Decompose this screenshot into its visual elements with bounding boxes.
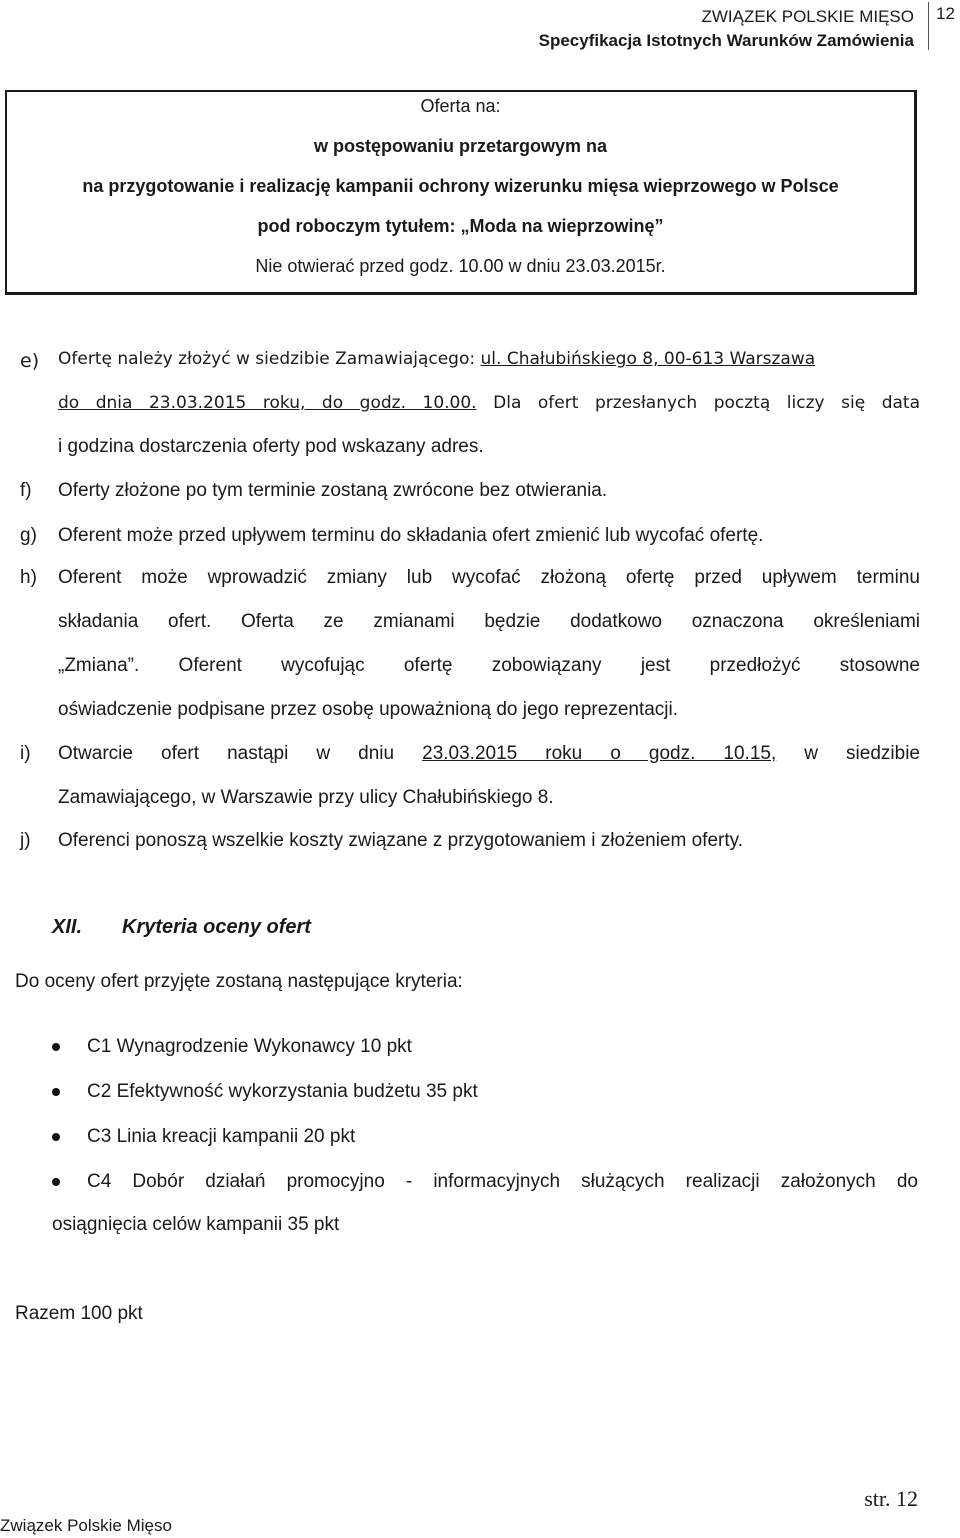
item-e-line-2 <box>58 393 920 413</box>
footer-page-number: str. 12 <box>864 1486 918 1511</box>
envelope-line-2: w postępowaniu przetargowym na <box>313 136 608 156</box>
envelope-line-1: Oferta na: <box>420 96 501 116</box>
criterion-3: C3 Linia kreacji kampanii 20 pkt <box>87 1126 356 1147</box>
header-document-title: Specyfikacja Istotnych Warunków Zamówienia <box>538 31 914 50</box>
item-f-label: f) <box>20 480 32 501</box>
envelope-line-4: pod roboczym tytułem: „Moda na wieprzowinę” <box>257 216 664 236</box>
item-e-line-3: i godzina dostarczenia oferty pod wskazany adres. <box>58 436 484 457</box>
criterion-4-continuation: osiągnięcia celów kampanii 35 pkt <box>52 1214 340 1235</box>
criterion-1: C1 Wynagrodzenie Wykonawcy 10 pkt <box>87 1036 412 1057</box>
item-i-line-2: Zamawiającego, w Warszawie przy ulicy Chałubińskiego 8. <box>58 787 554 808</box>
item-i-opening-date: 23.03.2015 roku o godz. 10.15, <box>422 743 777 764</box>
bullet-icon <box>52 1043 60 1051</box>
item-j-text: Oferenci ponoszą wszelkie koszty związane z przygotowaniem i złożeniem oferty. <box>58 830 743 851</box>
header-divider <box>928 2 929 50</box>
footer-organization: Związek Polskie Mięso <box>0 1516 172 1535</box>
item-h-line-4: oświadczenie podpisane przez osobę upoważnioną do jego reprezentacji. <box>58 699 679 720</box>
item-i-text-2: w siedzibie <box>776 743 920 764</box>
bullet-icon <box>52 1178 60 1186</box>
item-g-label: g) <box>20 525 37 546</box>
header-organization: ZWIĄZEK POLSKIE MIĘSO <box>701 7 914 26</box>
item-h-line-3: „Zmiana”. Oferent wycofując ofertę zobowiązany jest przedłożyć stosowne <box>58 655 920 676</box>
header-page-number: 12 <box>936 4 955 23</box>
item-i-label: i) <box>20 743 31 764</box>
item-e-text-1: Ofertę należy złożyć w siedzibie Zamawiającego: <box>58 349 481 369</box>
item-h-line-1: Oferent może wprowadzić zmiany lub wycofać złożoną ofertę przed upływem terminu <box>58 567 920 588</box>
item-f-text: Oferty złożone po tym terminie zostaną zwrócone bez otwierania. <box>58 480 608 501</box>
envelope-line-5: Nie otwierać przed godz. 10.00 w dniu 23.03.2015r. <box>255 256 666 276</box>
bullet-icon <box>52 1088 60 1096</box>
item-e-label: e) <box>20 350 40 372</box>
item-i-text-1: Otwarcie ofert nastąpi w dniu <box>58 743 423 764</box>
item-e-address: ul. Chałubińskiego 8, 00-613 Warszawa <box>480 349 816 369</box>
criteria-total: Razem 100 pkt <box>15 1303 143 1324</box>
item-h-line-2: składania ofert. Oferta ze zmianami będzie dodatkowo oznaczona określeniami <box>58 611 920 632</box>
criterion-4: C4 Dobór działań promocyjno - informacyjnych służących realizacji założonych do <box>87 1171 918 1192</box>
item-i-line-1 <box>58 743 920 765</box>
item-e-deadline: do dnia 23.03.2015 roku, do godz. 10.00. <box>58 393 477 413</box>
item-e-line-1 <box>58 349 920 369</box>
item-e-text-2: Dla ofert przesłanych pocztą liczy się data <box>476 393 921 413</box>
section-number: XII. <box>52 916 83 938</box>
section-intro: Do oceny ofert przyjęte zostaną następujące kryteria: <box>15 971 463 992</box>
item-g-text: Oferent może przed upływem terminu do składania ofert zmienić lub wycofać ofertę. <box>58 525 764 546</box>
item-h-label: h) <box>20 567 37 588</box>
item-j-label: j) <box>20 830 31 851</box>
envelope-label-box <box>5 90 917 295</box>
section-title: Kryteria oceny ofert <box>122 916 311 938</box>
bullet-icon <box>52 1133 60 1141</box>
criterion-2: C2 Efektywność wykorzystania budżetu 35 pkt <box>87 1081 478 1102</box>
envelope-line-3: na przygotowanie i realizację kampanii ochrony wizerunku mięsa wieprzowego w Polsce <box>82 176 839 196</box>
